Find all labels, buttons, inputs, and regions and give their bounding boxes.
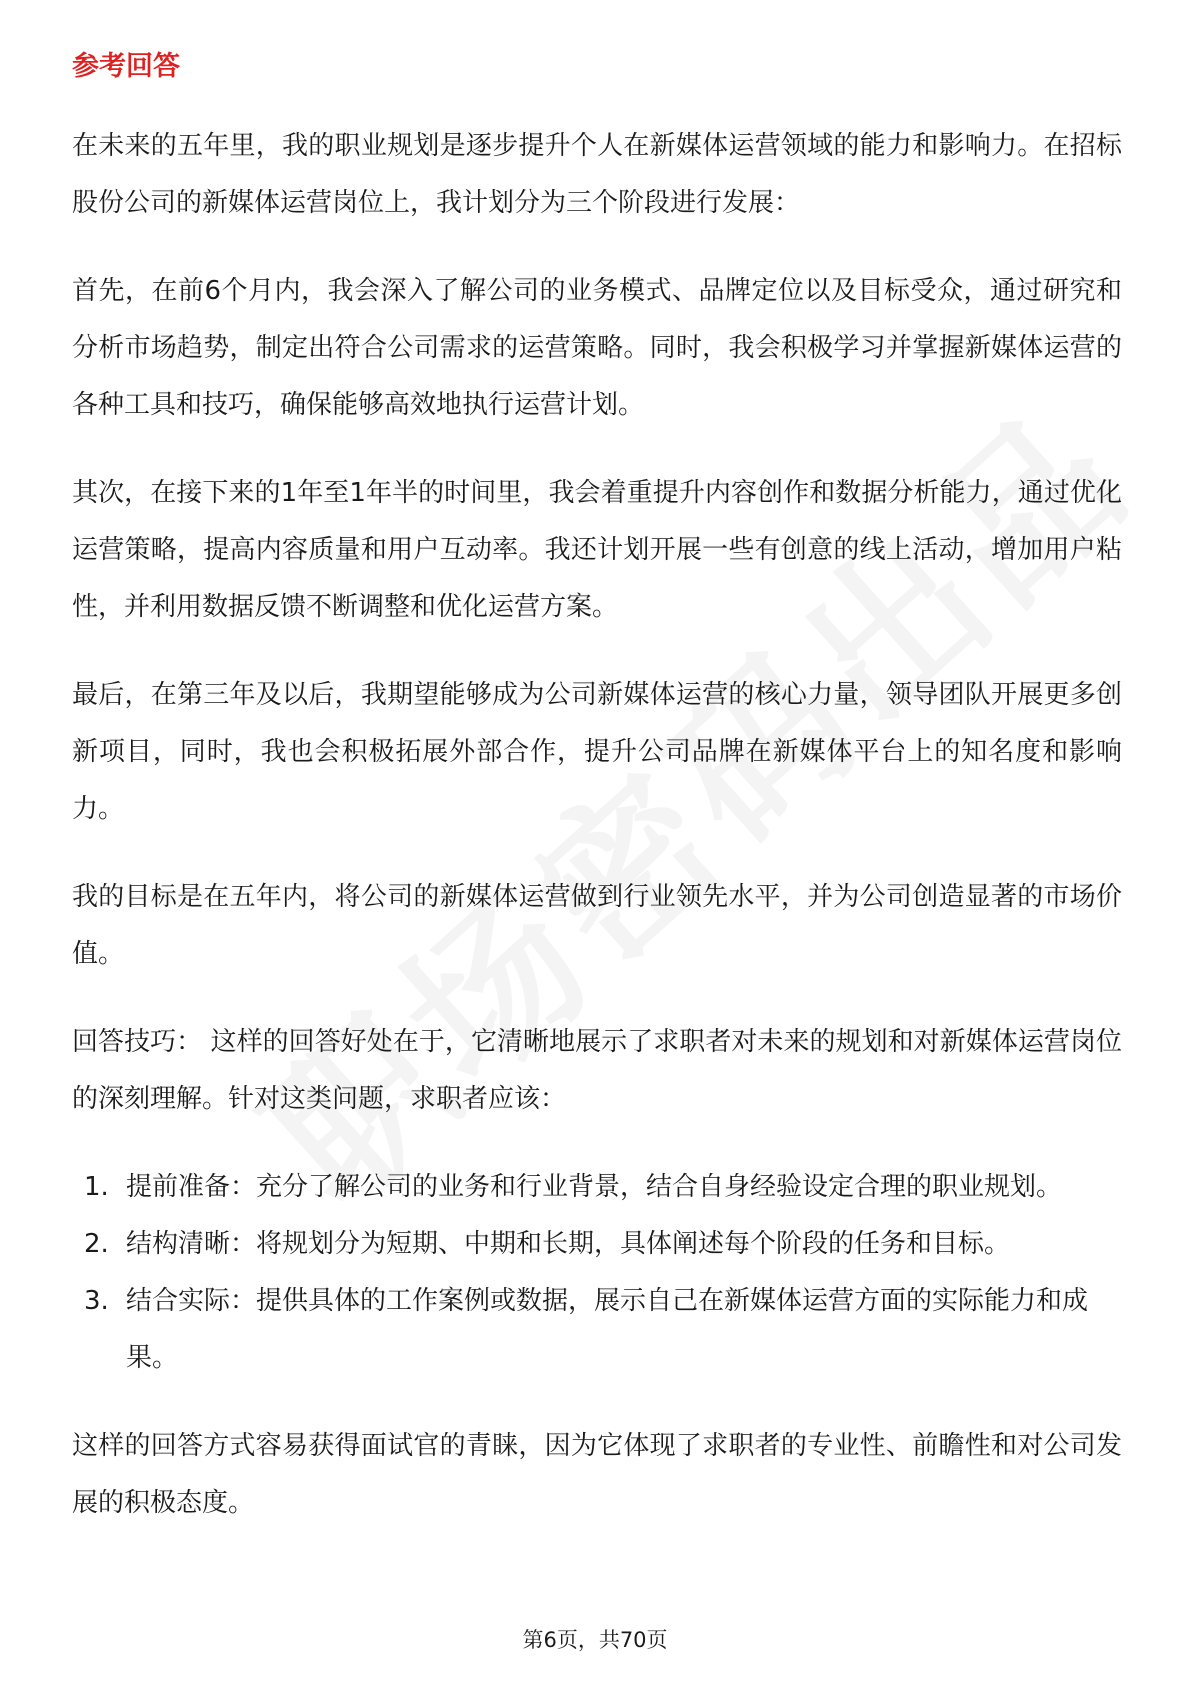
- tips-intro: 回答技巧： 这样的回答好处在于，它清晰地展示了求职者对未来的规划和对新媒体运营岗位的深刻理解。针对这类问题，求职者应该：: [72, 1027, 1122, 1114]
- answer-paragraph-2: 首先，在前6个月内，我会深入了解公司的业务模式、品牌定位以及目标受众，通过研究和分析市场趋势，制定出符合公司需求的运营策略。同时，我会积极学习并掌握新媒体运营的各种工具和技巧，确保能够高效地执行运营计划。: [72, 276, 1122, 420]
- tip-number: 3.: [84, 1286, 109, 1316]
- tip-number: 2.: [84, 1229, 109, 1259]
- tip-item: [72, 1159, 1122, 1216]
- tip-text: 结构清晰：将规划分为短期、中期和长期，具体阐述每个阶段的任务和目标。: [126, 1229, 1011, 1259]
- tip-text: 结合实际：提供具体的工作案例或数据，展示自己在新媒体运营方面的实际能力和成果。: [126, 1286, 1089, 1373]
- section-heading: 参考回答: [72, 51, 180, 82]
- answer-paragraph-4: 最后，在第三年及以后，我期望能够成为公司新媒体运营的核心力量，领导团队开展更多创新项目，同时，我也会积极拓展外部合作，提升公司品牌在新媒体平台上的知名度和影响力。: [72, 680, 1122, 824]
- tip-item: [72, 1216, 1122, 1273]
- page-number: 第6页，共70页: [522, 1628, 668, 1652]
- closing-paragraph: 这样的回答方式容易获得面试官的青睐，因为它体现了求职者的专业性、前瞻性和对公司发展的积极态度。: [72, 1431, 1122, 1518]
- tip-number: 1.: [84, 1172, 109, 1202]
- answer-paragraph-5: 我的目标是在五年内，将公司的新媒体运营做到行业领先水平，并为公司创造显著的市场价值。: [72, 882, 1122, 969]
- answer-paragraph-1: 在未来的五年里，我的职业规划是逐步提升个人在新媒体运营领域的能力和影响力。在招标股份公司的新媒体运营岗位上，我计划分为三个阶段进行发展：: [72, 131, 1122, 218]
- tips-list: [72, 1159, 1122, 1387]
- content-area: [72, 48, 1122, 1563]
- tip-text: 提前准备：充分了解公司的业务和行业背景，结合自身经验设定合理的职业规划。: [126, 1172, 1063, 1202]
- answer-paragraph-3: 其次，在接下来的1年至1年半的时间里，我会着重提升内容创作和数据分析能力，通过优化运营策略，提高内容质量和用户互动率。我还计划开展一些有创意的线上活动，增加用户粘性，并利用数据反馈不断调整和优化运营方案。: [72, 478, 1122, 622]
- tip-item: [72, 1273, 1122, 1387]
